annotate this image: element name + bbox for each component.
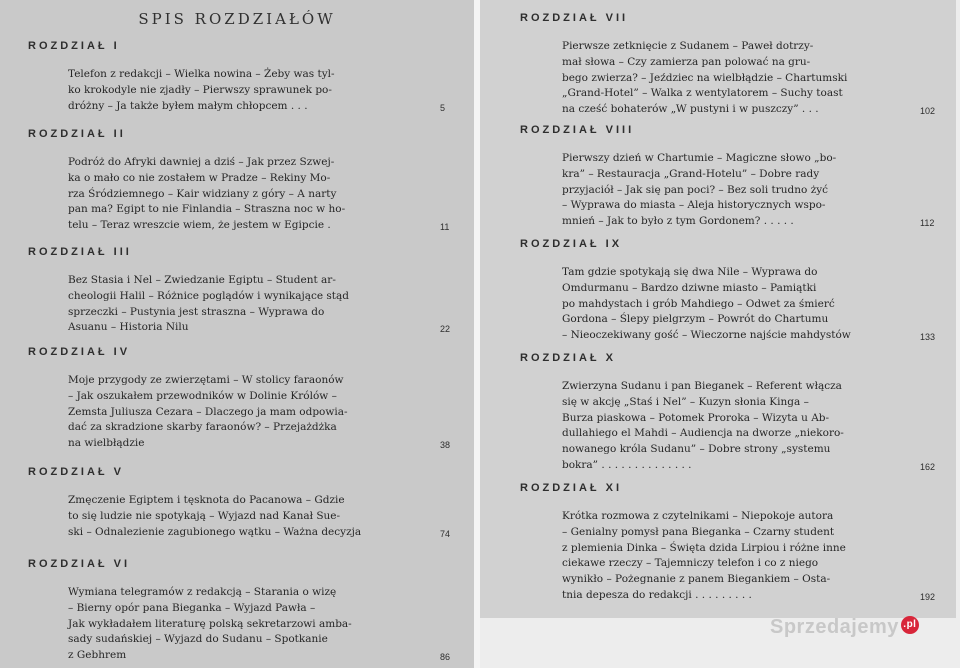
summary-line: „Grand-Hotel” – Walka z wentylatorem – Suchy toast <box>562 87 843 100</box>
summary-line: – Genialny pomysł pana Bieganka – Czarny student <box>562 525 835 538</box>
summary-line: ka o mało co nie zostałem w Pradze – Rekiny Mo- <box>68 171 331 184</box>
summary-line: mnień – Jak to było z tym Gordonem? . . . . . <box>562 215 794 228</box>
summary-line: na wielbłądzie <box>68 437 145 450</box>
summary-line: Zwierzyna Sudanu i pan Bieganek – Referent włącza <box>562 380 842 392</box>
chapter-summary <box>68 273 349 336</box>
summary-line: Omdurmanu – Bardzo dziwne miasto – Pamiątki <box>562 281 817 294</box>
summary-line: dać za skradzione skarby faraonów? – Przejażdżka <box>68 421 337 434</box>
chapter-summary <box>562 509 846 604</box>
summary-line: ciekawe rzeczy – Tajemniczy telefon i co z niego <box>562 557 819 570</box>
chapter-summary <box>68 373 348 452</box>
chapter-heading: ROZDZIAŁ IX <box>520 238 623 250</box>
chapter-summary <box>562 265 851 344</box>
contents-title: SPIS ROZDZIAŁÓW <box>138 10 336 28</box>
page-number: 102 <box>920 106 936 117</box>
summary-line: Bez Stasia i Nel – Zwiedzanie Egiptu – Student ar- <box>68 274 336 286</box>
chapter-summary <box>68 493 361 540</box>
summary-line: dullahiego el Mahdi – Audiencja na dworze „niekoro- <box>562 427 844 440</box>
right-page <box>480 0 956 618</box>
summary-line: pan ma? Egipt to nie Finlandia – Straszna noc w ho- <box>68 203 346 216</box>
chapter-heading: ROZDZIAŁ II <box>28 128 126 140</box>
summary-line: ski – Odnalezienie zagubionego wątku – Ważna decyzja <box>68 525 362 538</box>
summary-line: Burza piaskowa – Potomek Proroka – Wizyta u Ab- <box>562 411 830 424</box>
summary-line: Pierwsze zetknięcie z Sudanem – Paweł dotrzy- <box>562 40 814 52</box>
chapter-heading: ROZDZIAŁ VII <box>520 12 629 24</box>
summary-line: kra” – Restauracja „Grand-Hotelu” – Dobre rady <box>562 167 820 180</box>
summary-line: Zmęczenie Egiptem i tęsknota do Pacanowa – Gdzie <box>68 494 345 506</box>
chapter-heading: ROZDZIAŁ XI <box>520 482 623 494</box>
summary-line: bokra” . . . . . . . . . . . . . . <box>562 458 692 471</box>
page-number: 74 <box>440 528 451 539</box>
chapter-summary <box>562 151 836 230</box>
page-number: 86 <box>440 652 451 663</box>
summary-line: bego zwierza? – Jeździec na wielbłądzie – Chartumski <box>562 71 848 84</box>
summary-line: Asuanu – Historia Nilu <box>68 321 189 334</box>
summary-line: Telefon z redakcji – Wielka nowina – Żeby was tyl- <box>68 68 335 80</box>
watermark-text: Sprzedajemy <box>770 616 899 638</box>
chapter-summary <box>562 379 844 474</box>
chapter-heading: ROZDZIAŁ X <box>520 352 616 364</box>
chapter-heading: ROZDZIAŁ VIII <box>520 124 635 136</box>
page-number: 11 <box>440 222 450 233</box>
summary-line: nowanego króla Sudanu” – Dobre strony „systemu <box>562 443 831 456</box>
summary-line: Pierwszy dzień w Chartumie – Magiczne słowo „bo- <box>562 152 837 164</box>
chapter-heading: ROZDZIAŁ IV <box>28 346 131 358</box>
summary-line: – Jak oszukałem przewodników w Dolinie Królów – <box>68 389 337 402</box>
summary-line: ko krokodyle nie zjadły – Pierwszy sprawunek po- <box>68 83 332 96</box>
chapter-heading: ROZDZIAŁ VI <box>28 558 131 570</box>
summary-line: cheologii Halil – Różnice poglądów i wynikające stąd <box>68 289 350 302</box>
summary-line: – Bierny opór pana Bieganka – Wyjazd Pawła – <box>68 601 316 614</box>
summary-line: Jak wykładałem literaturę polską sekretarzowi amba- <box>68 617 352 630</box>
summary-line: Tam gdzie spotykają się dwa Nile – Wyprawa do <box>562 266 818 278</box>
watermark-logo <box>770 616 919 639</box>
summary-line: to się ludzie nie spotykają – Wyjazd nad Kanał Sue- <box>68 509 341 522</box>
left-page <box>0 0 474 668</box>
summary-line: – Wyprawa do miasta – Aleja historycznych wspo- <box>562 199 826 212</box>
page-number: 112 <box>920 218 935 229</box>
summary-line: na cześć bohaterów „W pustyni i w puszczy” . . . <box>562 103 819 116</box>
summary-line: Moje przygody ze zwierzętami – W stolicy faraonów <box>68 374 344 386</box>
summary-line: Gordona – Ślepy pielgrzym – Powrót do Chartumu <box>562 313 829 326</box>
chapter-summary <box>562 39 847 118</box>
summary-line: rza Śródziemnego – Kair widziany z góry – A narty <box>68 187 337 200</box>
chapter-summary <box>68 67 335 114</box>
summary-line: po mahdystach i grób Mahdiego – Odwet za śmierć <box>562 297 835 310</box>
page-number: 162 <box>920 462 936 472</box>
summary-line: sady sudańskiej – Wyjazd do Sudanu – Spotkanie <box>68 633 328 646</box>
chapter-summary <box>68 155 345 234</box>
summary-line: Zemsta Juliusza Cezara – Dlaczego ja mam odpowia- <box>68 405 348 418</box>
chapter-heading: ROZDZIAŁ III <box>28 246 132 258</box>
summary-line: telu – Teraz wreszcie wiem, że jestem w Egipcie . <box>68 219 331 232</box>
summary-line: Wymiana telegramów z redakcją – Starania o wizę <box>68 586 337 598</box>
summary-line: mał słowa – Czy zamierza pan polować na gru- <box>562 55 811 68</box>
summary-line: przyjaciół – Jak się pan poci? – Bez soli trudno żyć <box>562 183 829 196</box>
summary-line: – Nieoczekiwany gość – Wieczorne najście mahdystów <box>562 329 851 342</box>
page-number: 5 <box>440 102 446 113</box>
chapter-heading: ROZDZIAŁ V <box>28 466 124 478</box>
summary-line: z Gebhrem <box>68 649 127 662</box>
summary-line: wynikło – Pożegnanie z panem Biegankiem – Osta- <box>562 573 831 586</box>
summary-line: Podróż do Afryki dawniej a dziś – Jak przez Szwej- <box>68 156 335 168</box>
page-number: 192 <box>920 592 936 602</box>
summary-line: dróżny – Ja także byłem małym chłopcem . . . <box>68 99 308 112</box>
summary-line: tnia depesza do redakcji . . . . . . . . . <box>562 588 752 601</box>
page-number: 38 <box>440 440 451 451</box>
summary-line: sprzeczki – Pustynia jest straszna – Wyprawa do <box>68 305 325 318</box>
summary-line: Krótka rozmowa z czytelnikami – Niepokoje autora <box>562 510 834 522</box>
page-number: 22 <box>440 324 451 335</box>
chapter-heading: ROZDZIAŁ I <box>28 40 120 52</box>
chapter-summary <box>68 585 352 664</box>
summary-line: się w akcję „Staś i Nel” – Kuzyn słonia Kinga – <box>562 395 809 408</box>
watermark-badge: .pl <box>901 616 919 634</box>
summary-line: z plemienia Dinka – Święta dzida Lirpiou i różne inne <box>562 541 846 554</box>
page-number: 133 <box>920 332 936 343</box>
